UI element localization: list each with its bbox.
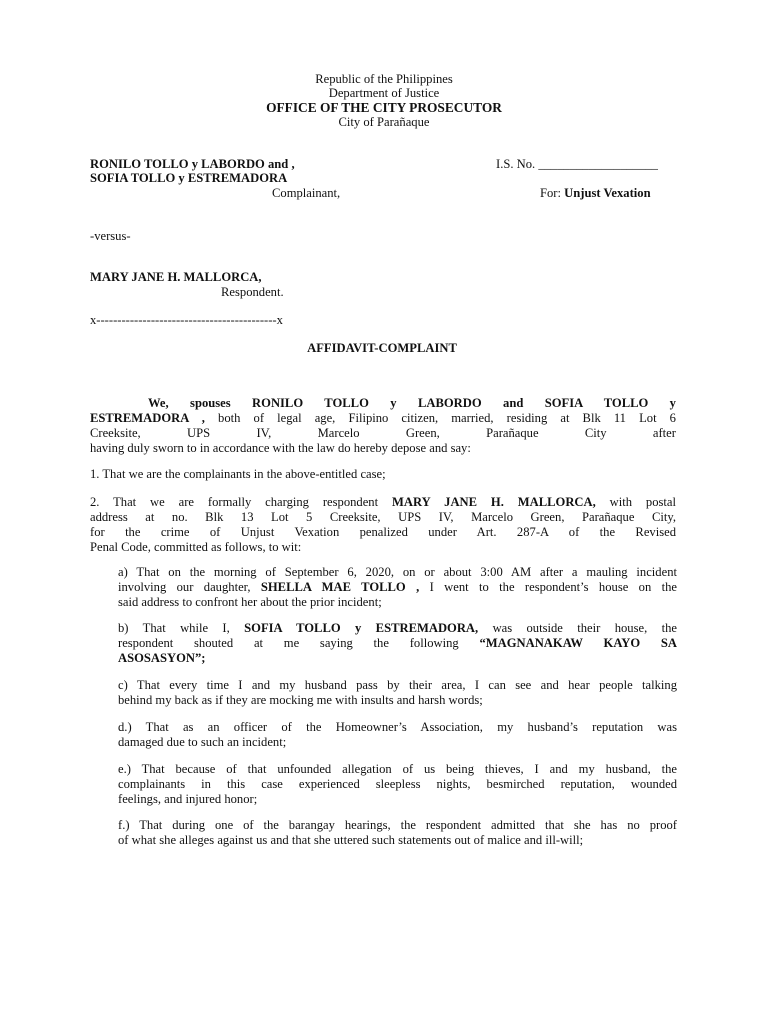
item-e-line-3: feelings, and injured honor;: [118, 792, 258, 806]
item-a-line-2: involving our daughter, SHELLA MAE TOLLO , I went to the respondent’s house on the: [118, 580, 678, 594]
item-f-line-1: f.) That during one of the barangay hearings, the respondent admitted that she has no proof: [118, 818, 677, 832]
complainant-name-line2: SOFIA TOLLO y ESTREMADORA: [90, 171, 288, 185]
header-republic: Republic of the Philippines: [315, 72, 453, 86]
item-e: [118, 762, 677, 807]
para2-line-4: Penal Code, committed as follows, to wit:: [90, 540, 302, 554]
item-e-line-2: complainants in this case experienced sleepless nights, besmirched reputation, wounded: [118, 777, 677, 791]
para2-line-2: address at no. Blk 13 Lot 5 Creeksite, UPS IV, Marcelo Green, Parañaque City,: [90, 510, 676, 524]
intro-line-1: We, spouses RONILO TOLLO y LABORDO and SOFIA TOLLO y: [148, 396, 676, 410]
respondent-name: MARY JANE H. MALLORCA,: [90, 270, 262, 284]
charge-label: [540, 186, 651, 201]
item-d: [118, 720, 677, 750]
complainant-role: Complainant,: [272, 186, 341, 200]
item-b: [118, 621, 677, 666]
versus-label: -versus-: [90, 229, 131, 243]
item-f-line-2: of what she alleges against us and that she uttered such statements out of malice and ill-will;: [118, 833, 584, 847]
item-c-line-2: behind my back as if they are mocking me with insults and harsh words;: [118, 693, 483, 707]
item-a-line-3: said address to confront her about the prior incident;: [118, 595, 382, 609]
paragraph-2: [90, 495, 676, 555]
intro-line-2: ESTREMADORA , both of legal age, Filipino citizen, married, residing at Blk 11 Lot 6: [90, 411, 676, 425]
item-a-line-1: a) That on the morning of September 6, 2020, on or about 3:00 AM after a mauling incident: [118, 565, 677, 579]
para2-line-3: for the crime of Unjust Vexation penalized under Art. 287-A of the Revised: [90, 525, 676, 539]
document-title: AFFIDAVIT-COMPLAINT: [307, 341, 457, 355]
item-e-line-1: e.) That because of that unfounded allegation of us being thieves, I and my husband, the: [118, 762, 677, 776]
intro-paragraph: [90, 396, 676, 456]
is-number-field: I.S. No. ___________________: [496, 157, 658, 171]
item-d-line-2: damaged due to such an incident;: [118, 735, 287, 749]
respondent-role: Respondent.: [221, 285, 284, 299]
para2-line-1: 2. That we are formally charging respondent MARY JANE H. MALLORCA, with postal: [90, 495, 676, 509]
paragraph-1: 1. That we are the complainants in the above-entitled case;: [90, 467, 386, 481]
item-d-line-1: d.) That as an officer of the Homeowner’s Association, my husband’s reputation was: [118, 720, 677, 734]
intro-line-4: having duly sworn to in accordance with the law do hereby depose and say:: [90, 441, 471, 455]
charge-value: Unjust Vexation: [564, 186, 651, 200]
item-c-line-1: c) That every time I and my husband pass by their area, I can see and hear people talking: [118, 678, 677, 692]
item-b-line-1: b) That while I, SOFIA TOLLO y ESTREMADORA, was outside their house, the: [118, 621, 677, 635]
charge-for-label: For:: [540, 186, 561, 200]
header-city: City of Parañaque: [338, 115, 430, 129]
complainant-name-line1: RONILO TOLLO y LABORDO and ,: [90, 157, 295, 171]
item-a: [118, 565, 677, 610]
item-b-line-2: respondent shouted at me saying the following “MAGNANAKAW KAYO SA: [118, 636, 677, 650]
caption-separator: x-------------------------------------------x: [90, 313, 283, 327]
item-b-line-3: ASOSASYON”;: [118, 651, 206, 665]
header-department: Department of Justice: [328, 86, 440, 100]
intro-line-3: Creeksite, UPS IV, Marcelo Green, Parañaque City after: [90, 426, 676, 440]
item-c: [118, 678, 677, 708]
header-office: OFFICE OF THE CITY PROSECUTOR: [266, 100, 502, 115]
item-f: [118, 818, 677, 848]
